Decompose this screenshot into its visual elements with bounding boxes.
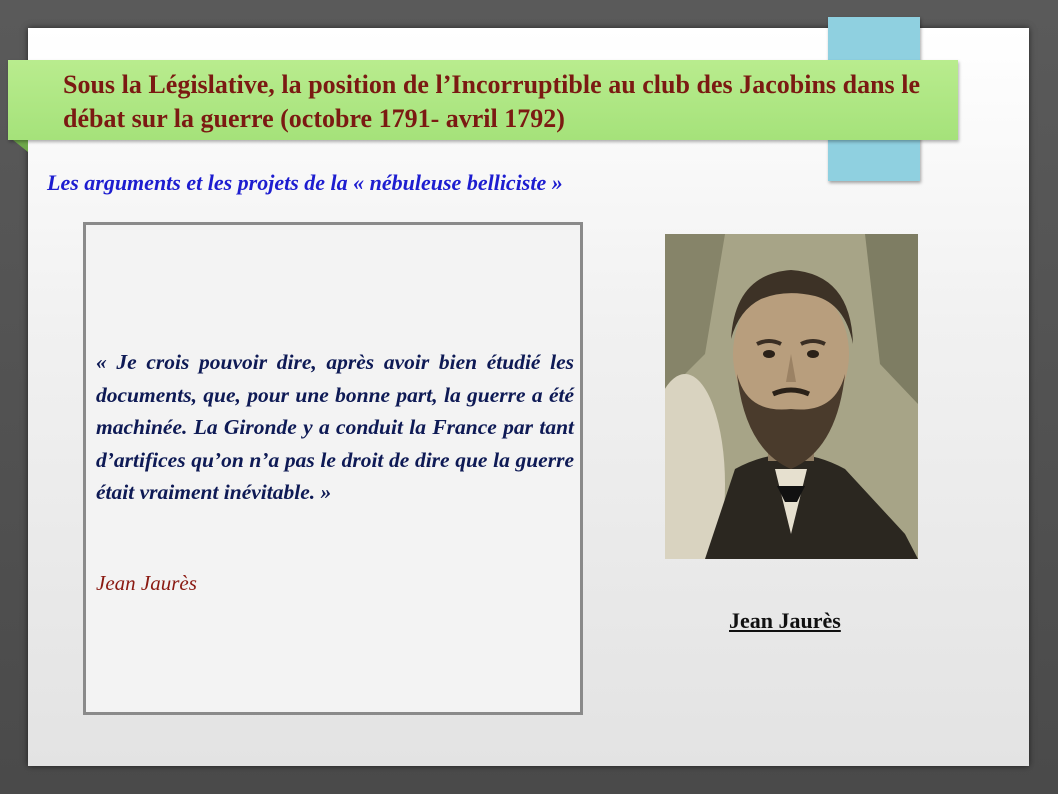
quote-text: « Je crois pouvoir dire, après avoir bien étudié les documents, que, pour une bonne part, la guerre a été machinée. La Gironde y a conduit la France par tant d’artifices qu’on n’a pas le droit de dire que la guerre était vraiment inévitable. » [96,350,574,504]
slide-title: Sous la Législative, la position de l’Incorruptible au club des Jacobins dans le débat sur la guerre (octobre 1791- avril 1792) [63,70,920,133]
portrait-caption: Jean Jaurès [729,608,841,633]
title-banner [8,60,958,140]
portrait-photo [665,234,918,559]
quote-box [83,222,583,715]
slide-subtitle: Les arguments et les projets de la « nébuleuse belliciste » [47,170,563,195]
quote-author: Jean Jaurès [96,571,197,595]
